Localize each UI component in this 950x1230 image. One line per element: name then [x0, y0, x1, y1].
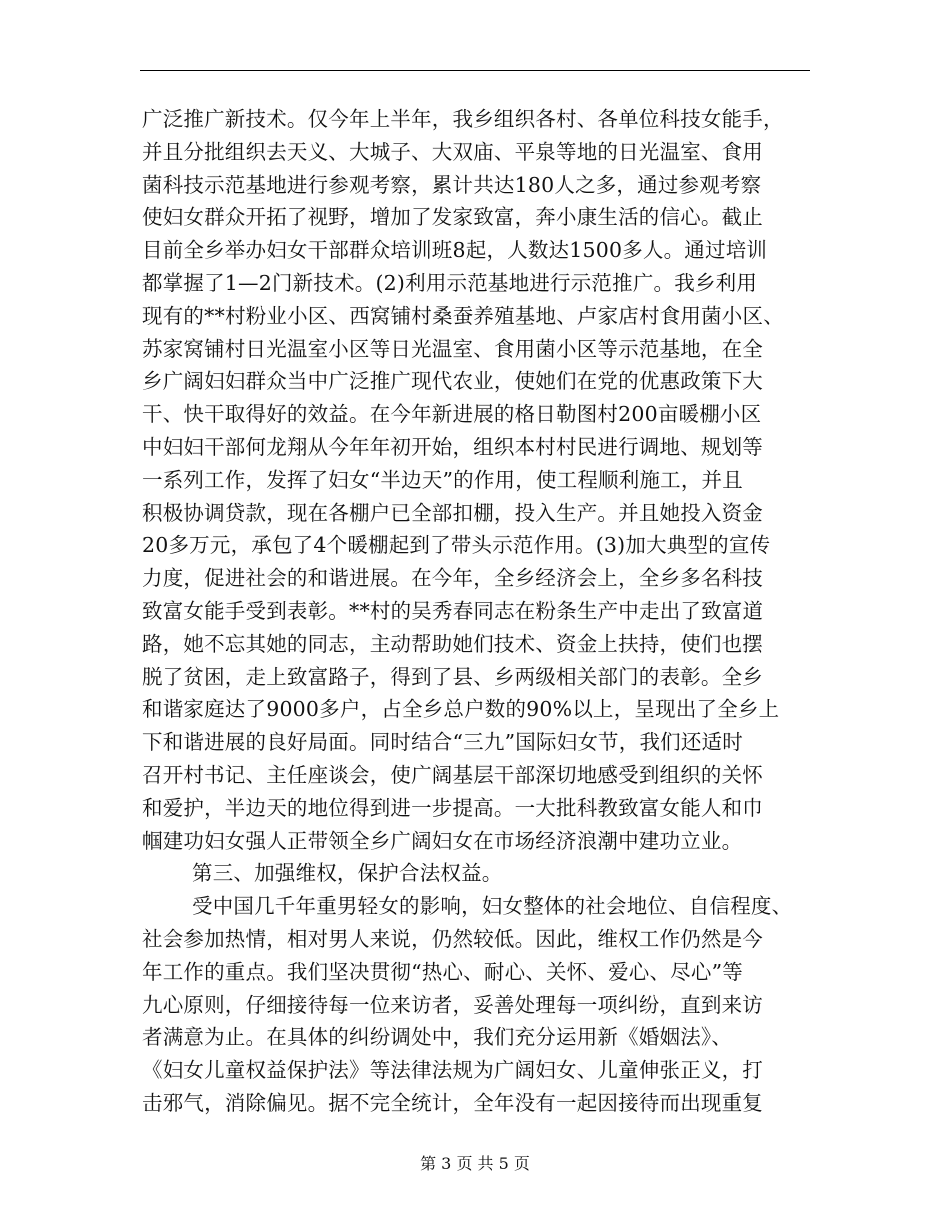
body-line: 受中国几千年重男轻女的影响，妇女整体的社会地位、自信程度、: [192, 894, 793, 919]
body-line: 社会参加热情，相对男人来说，仍然较低。因此，维权工作仍然是今: [142, 926, 763, 951]
body-line: 20多万元，承包了4个暖棚起到了带头示范作用。(3)加大典型的宣传: [142, 533, 771, 558]
body-line: 年工作的重点。我们坚决贯彻“热心、耐心、关怀、爱心、尽心”等: [142, 959, 743, 984]
document-body: [142, 103, 814, 1120]
body-line: 者满意为止。在具体的纠纷调处中，我们充分运用新《婚姻法》、: [142, 1025, 733, 1050]
body-line: 都掌握了1—2门新技术。(2)利用示范基地进行示范推广。我乡利用: [142, 270, 758, 295]
page-number-footer: 第 3 页 共 5 页: [420, 1154, 530, 1173]
body-line: 干、快干取得好的效益。在今年新进展的格日勒图村200亩暖棚小区: [142, 402, 762, 427]
body-line: 路，她不忘其她的同志，主动帮助她们技术、资金上扶持，使们也摆: [142, 631, 763, 656]
body-line: 和谐家庭达了9000多户，占全乡总户数的90%以上，呈现出了全乡上: [142, 697, 780, 722]
body-line: 积极协调贷款，现在各棚户已全部扣棚，投入生产。并且她投入资金: [142, 500, 763, 525]
body-line: 中妇妇干部何龙翔从今年年初开始，组织本村村民进行调地、规划等: [142, 434, 763, 459]
body-line: 致富女能手受到表彰。**村的吴秀春同志在粉条生产中走出了致富道: [142, 598, 764, 623]
body-line: 使妇女群众开拓了视野，增加了发家致富，奔小康生活的信心。截止: [142, 205, 763, 230]
section-heading: 第三、加强维权，保护合法权益。: [192, 861, 503, 886]
body-line: 并且分批组织去天义、大城子、大双庙、平泉等地的日光温室、食用: [142, 139, 763, 164]
body-line: 现有的**村粉业小区、西窝铺村桑蚕养殖基地、卢家店村食用菌小区、: [142, 303, 784, 328]
body-line: 广泛推广新技术。仅今年上半年，我乡组织各村、各单位科技女能手，: [142, 107, 784, 131]
body-line: 力度，促进社会的和谐进展。在今年，全乡经济会上，全乡多名科技: [142, 566, 763, 591]
body-line: 击邪气，消除偏见。据不完全统计，全年没有一起因接待而出现重复: [142, 1090, 763, 1115]
body-line: 帼建功妇女强人正带领全乡广阔妇女在市场经济浪潮中建功立业。: [142, 828, 743, 853]
body-line: 苏家窝铺村日光温室小区等日光温室、食用菌小区等示范基地，在全: [142, 336, 763, 361]
body-line: 九心原则，仔细接待每一位来访者，妥善处理每一项纠纷，直到来访: [142, 992, 763, 1017]
body-line: 下和谐进展的良好局面。同时结合“三九”国际妇女节，我们还适时: [142, 730, 743, 755]
body-line: 《妇女儿童权益保护法》等法律法规为广阔妇女、儿童伸张正义，打: [142, 1058, 763, 1083]
body-line: 和爱护，半边天的地位得到进一步提高。一大批科教致富女能人和巾: [142, 795, 763, 820]
body-line: 召开村书记、主任座谈会，使广阔基层干部深切地感受到组织的关怀: [142, 762, 763, 787]
body-line: 脱了贫困，走上致富路子，得到了县、乡两级相关部门的表彰。全乡: [142, 664, 763, 689]
body-line: 菌科技示范基地进行参观考察，累计共达180人之多，通过参观考察: [142, 172, 762, 197]
header-rule: [140, 70, 810, 71]
body-line: 一系列工作，发挥了妇女“半边天”的作用，使工程顺利施工，并且: [142, 467, 743, 492]
body-line: 目前全乡举办妇女干部群众培训班8起，人数达1500多人。通过培训: [142, 238, 768, 263]
body-line: 乡广阔妇妇群众当中广泛推广现代农业，使她们在党的优惠政策下大: [142, 369, 763, 394]
